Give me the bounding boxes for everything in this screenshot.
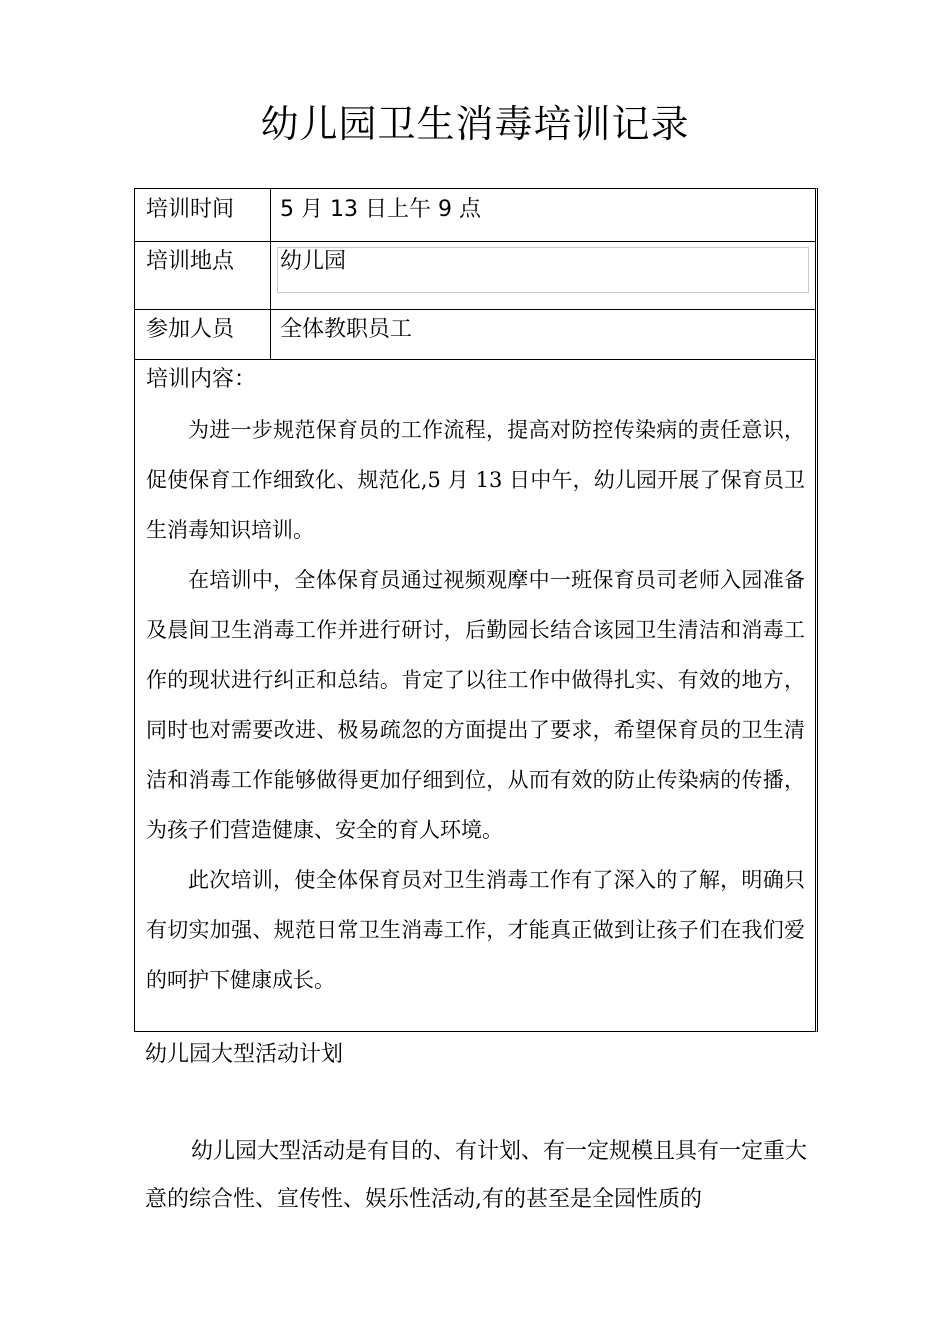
content-label: 培训内容： <box>146 367 257 392</box>
table-row-participants <box>135 309 815 360</box>
row-label-participants: 参加人员 <box>135 309 271 359</box>
plan-paragraph: 幼儿园大型活动是有目的、有计划、有一定规模且具有一定重大意的综合性、宣传性、娱乐性活动,有的甚至是全园性质的 <box>145 1139 808 1212</box>
content-paragraph-3: 此次培训，使全体保育员对卫生消毒工作有了深入的了解，明确只有切实加强、规范日常卫生消毒工作，才能真正做到让孩子们在我们爱的呵护下健康成长。 <box>146 868 805 992</box>
row-value-time: 5 月 13 日上午 9 点 <box>280 197 481 222</box>
plan-title: 幼儿园大型活动计划 <box>145 1042 344 1067</box>
row-value-participants: 全体教职员工 <box>280 317 413 342</box>
training-content-cell <box>135 359 815 1031</box>
content-paragraph-2: 在培训中，全体保育员通过视频观摩中一班保育员司老师入园准备及晨间卫生消毒工作并进行研讨，后勤园长结合该园卫生清洁和消毒工作的现状进行纠正和总结。肯定了以往工作中做得扎实、有效的地方，同时也对需要改进、极易疏忽的方面提出了要求，希望保育员的卫生清洁和消毒工作能够做得更加仔细到位，从而有效的防止传染病的传播，为孩子们营造健康、安全的育人环境。 <box>146 568 805 842</box>
row-label-time: 培训时间 <box>135 189 271 241</box>
table-row-time <box>135 189 815 242</box>
row-value-location: 幼儿园 <box>280 249 347 274</box>
content-paragraph-1: 为进一步规范保育员的工作流程，提高对防控传染病的责任意识，促使保育工作细致化、规范化,5 月 13 日中午，幼儿园开展了保育员卫生消毒知识培训。 <box>146 418 805 542</box>
table-row-location <box>135 241 815 310</box>
page-title: 幼儿园卫生消毒培训记录 <box>260 102 690 146</box>
training-record-table <box>134 188 818 1032</box>
row-value-location-cell <box>271 241 815 309</box>
row-label-location: 培训地点 <box>135 241 271 309</box>
location-field-box <box>277 247 809 293</box>
